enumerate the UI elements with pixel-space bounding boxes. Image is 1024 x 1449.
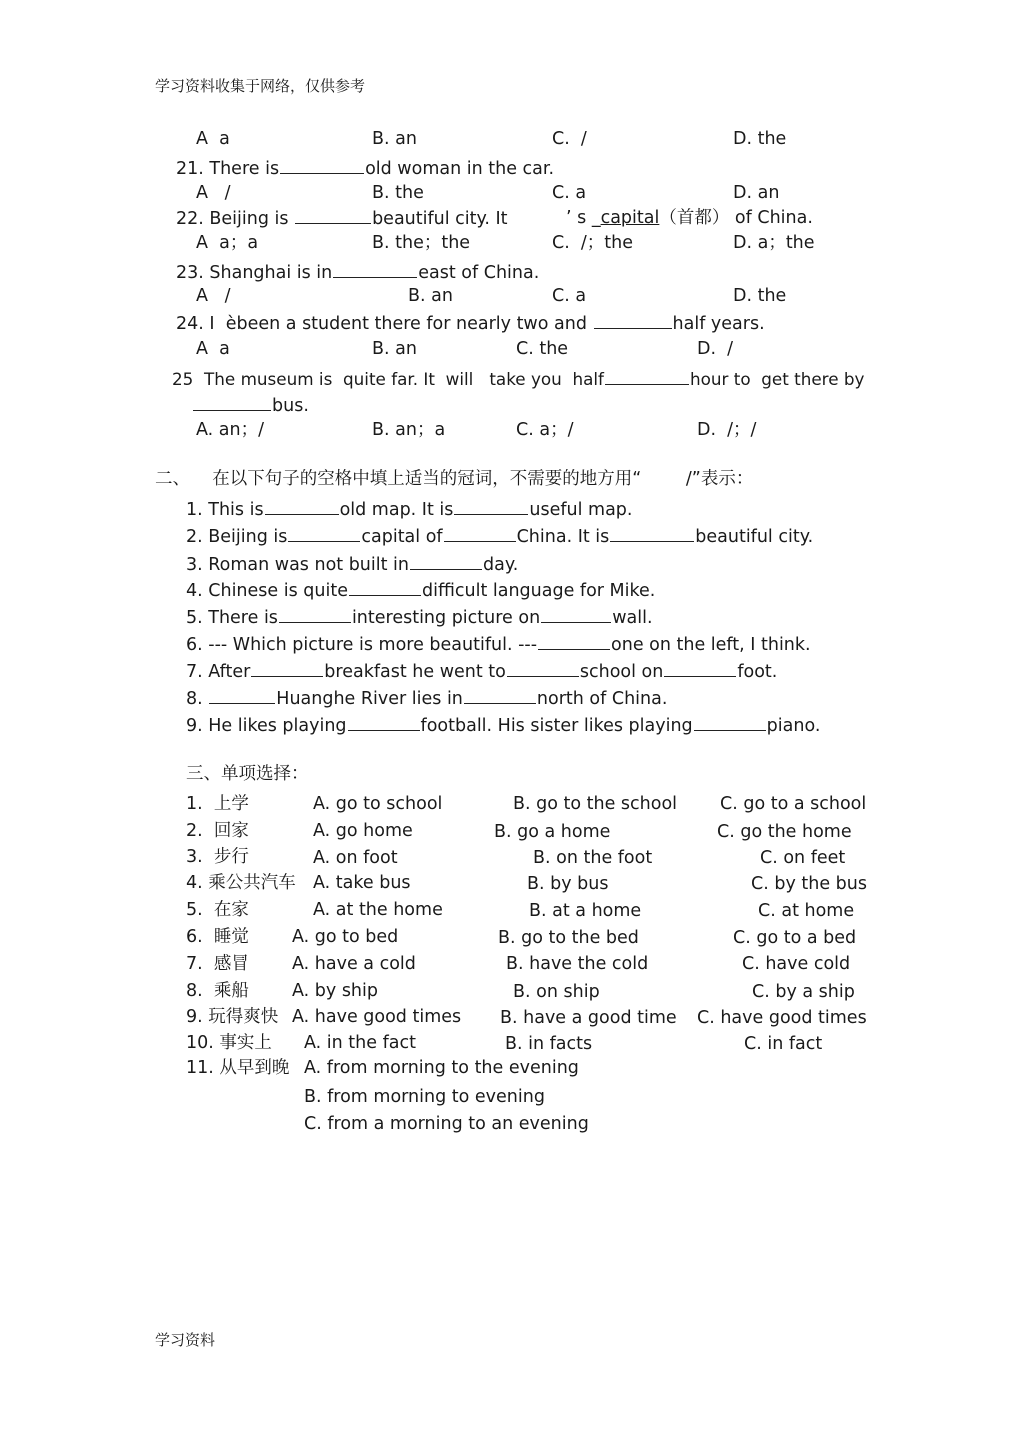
q20-option-a: A a [196, 129, 230, 149]
choice-7-option-a: A. have a cold [292, 954, 416, 974]
page-footer: 学习资料 [155, 1331, 216, 1349]
q25-option-c: C. a；/ [516, 420, 574, 440]
q20-option-b: B. an [372, 129, 417, 149]
answer-blank[interactable] [605, 368, 689, 385]
q22-stem: 22. Beijing is beautiful city. It [176, 209, 508, 229]
section-3-title: 三、单项选择： [186, 764, 309, 784]
answer-blank[interactable] [694, 714, 766, 731]
choice-1-option-a: A. go to school [313, 794, 443, 814]
choice-1-option-c: C. go to a school [720, 794, 867, 814]
choice-8-option-c: C. by a ship [752, 982, 855, 1002]
choice-2-option-a: A. go home [313, 821, 413, 841]
choice-11-term: 11. 从早到晚 [186, 1058, 290, 1078]
section-2-title: 二、 在以下句子的空格中填上适当的冠词，不需要的地方用“ /”表示： [155, 469, 754, 489]
choice-2-option-b: B. go a home [494, 822, 611, 842]
fill-sentence-6: 6. --- Which picture is more beautiful. --- one on the left, I think. [186, 635, 811, 655]
choice-5-option-c: C. at home [758, 901, 855, 921]
choice-3-term: 3. 步行 [186, 847, 249, 867]
q24-option-c: C. the [516, 339, 569, 359]
q25-option-d: D. /；/ [697, 420, 757, 440]
q22-option-d: D. a；the [733, 233, 815, 253]
answer-blank[interactable] [349, 579, 421, 596]
answer-blank[interactable] [265, 498, 339, 515]
choice-10-option-c: C. in fact [744, 1034, 823, 1054]
answer-blank[interactable] [280, 157, 364, 174]
choice-6-option-b: B. go to the bed [498, 928, 639, 948]
q20-option-d: D. the [733, 129, 787, 149]
choice-8-option-b: B. on ship [513, 982, 600, 1002]
answer-blank[interactable] [507, 660, 579, 677]
choice-1-option-b: B. go to the school [513, 794, 678, 814]
choice-2-option-c: C. go the home [717, 822, 852, 842]
answer-blank[interactable] [410, 553, 482, 570]
choice-5-option-b: B. at a home [529, 901, 642, 921]
choice-5-option-a: A. at the home [313, 900, 443, 920]
fill-sentence-7: 7. After breakfast he went to school on foot. [186, 662, 778, 682]
choice-4-option-a: A. take bus [313, 873, 411, 893]
answer-blank[interactable] [288, 525, 360, 542]
q21-option-b: B. the [372, 183, 424, 203]
choice-3-option-b: B. on the foot [533, 848, 653, 868]
fill-sentence-3: 3. Roman was not built in day. [186, 555, 519, 575]
choice-10-option-b: B. in facts [505, 1034, 593, 1054]
answer-blank[interactable] [295, 207, 371, 224]
choice-1-term: 1. 上学 [186, 794, 249, 814]
answer-blank[interactable] [193, 394, 271, 411]
fill-sentence-1: 1. This is old map. It is useful map. [186, 500, 633, 520]
q23-stem: 23. Shanghai is in east of China. [176, 263, 540, 283]
choice-9-option-b: B. have a good time [500, 1008, 677, 1028]
choice-7-option-c: C. have cold [742, 954, 851, 974]
choice-8-option-a: A. by ship [292, 981, 378, 1001]
choice-11-option-a: A. from morning to the evening [304, 1058, 579, 1078]
choice-7-term: 7. 感冒 [186, 954, 249, 974]
q25-stem-end: bus. [192, 394, 309, 417]
answer-blank[interactable] [610, 525, 694, 542]
q21-option-a: A / [196, 183, 231, 203]
choice-9-term: 9. 玩得爽快 [186, 1007, 279, 1027]
q24-option-a: A a [196, 339, 230, 359]
page-header: 学习资料收集于网络，仅供参考 [155, 77, 366, 95]
choice-4-term: 4. 乘公共汽车 [186, 873, 296, 893]
choice-4-option-b: B. by bus [527, 874, 609, 894]
answer-blank[interactable] [333, 261, 417, 278]
choice-7-option-b: B. have the cold [506, 954, 649, 974]
answer-blank[interactable] [454, 498, 528, 515]
choice-6-option-a: A. go to bed [292, 927, 399, 947]
q23-option-b: B. an [408, 286, 453, 306]
q24-stem: 24. I èbeen a student there for nearly two and half years. [176, 314, 765, 334]
fill-sentence-9: 9. He likes playing football. His sister likes playing piano. [186, 716, 821, 736]
q21-stem: 21. There is old woman in the car. [176, 159, 555, 179]
choice-3-option-a: A. on foot [313, 848, 398, 868]
answer-blank[interactable] [279, 606, 351, 623]
q23-option-c: C. a [552, 286, 587, 306]
fill-sentence-5: 5. There is interesting picture on wall. [186, 608, 653, 628]
q22-option-c: C. /；the [552, 233, 634, 253]
choice-9-option-c: C. have good times [697, 1008, 867, 1028]
q25-stem: 25 The museum is quite far. It will take you half hour to get there by [172, 369, 865, 389]
choice-6-term: 6. 睡觉 [186, 927, 249, 947]
q25-option-a: A. an；/ [196, 420, 265, 440]
answer-blank[interactable] [444, 525, 516, 542]
choice-10-term: 10. 事实上 [186, 1033, 272, 1053]
q23-option-d: D. the [733, 286, 787, 306]
fill-sentence-8: 8. Huanghe River lies in north of China. [186, 689, 668, 709]
choice-9-option-a: A. have good times [292, 1007, 462, 1027]
choice-2-term: 2. 回家 [186, 821, 249, 841]
q23-option-a: A / [196, 286, 231, 306]
answer-blank[interactable] [594, 312, 672, 329]
q22-stem-end: ’ s _capital（首都） of China. [566, 208, 813, 228]
answer-blank[interactable] [541, 606, 611, 623]
choice-11-option-b: B. from morning to evening [304, 1087, 545, 1107]
q22-option-b: B. the；the [372, 233, 471, 253]
q21-option-c: C. a [552, 183, 587, 203]
fill-sentence-2: 2. Beijing is capital of China. It is beautiful city. [186, 527, 814, 547]
choice-5-term: 5. 在家 [186, 900, 249, 920]
choice-8-term: 8. 乘船 [186, 981, 249, 1001]
answer-blank[interactable] [209, 687, 275, 704]
answer-blank[interactable] [464, 687, 536, 704]
q22-option-a: A a；a [196, 233, 259, 253]
answer-blank[interactable] [348, 714, 420, 731]
answer-blank[interactable] [538, 633, 610, 650]
q24-option-d: D. / [697, 339, 734, 359]
q24-option-b: B. an [372, 339, 417, 359]
choice-4-option-c: C. by the bus [751, 874, 867, 894]
choice-3-option-c: C. on feet [760, 848, 846, 868]
choice-11-option-c: C. from a morning to an evening [304, 1114, 589, 1134]
fill-sentence-4: 4. Chinese is quite difficult language for Mike. [186, 581, 656, 601]
answer-blank[interactable] [664, 660, 736, 677]
q25-option-b: B. an；a [372, 420, 446, 440]
answer-blank[interactable] [251, 660, 323, 677]
q20-option-c: C. / [552, 129, 587, 149]
choice-10-option-a: A. in the fact [304, 1033, 416, 1053]
choice-6-option-c: C. go to a bed [733, 928, 857, 948]
q21-option-d: D. an [733, 183, 780, 203]
